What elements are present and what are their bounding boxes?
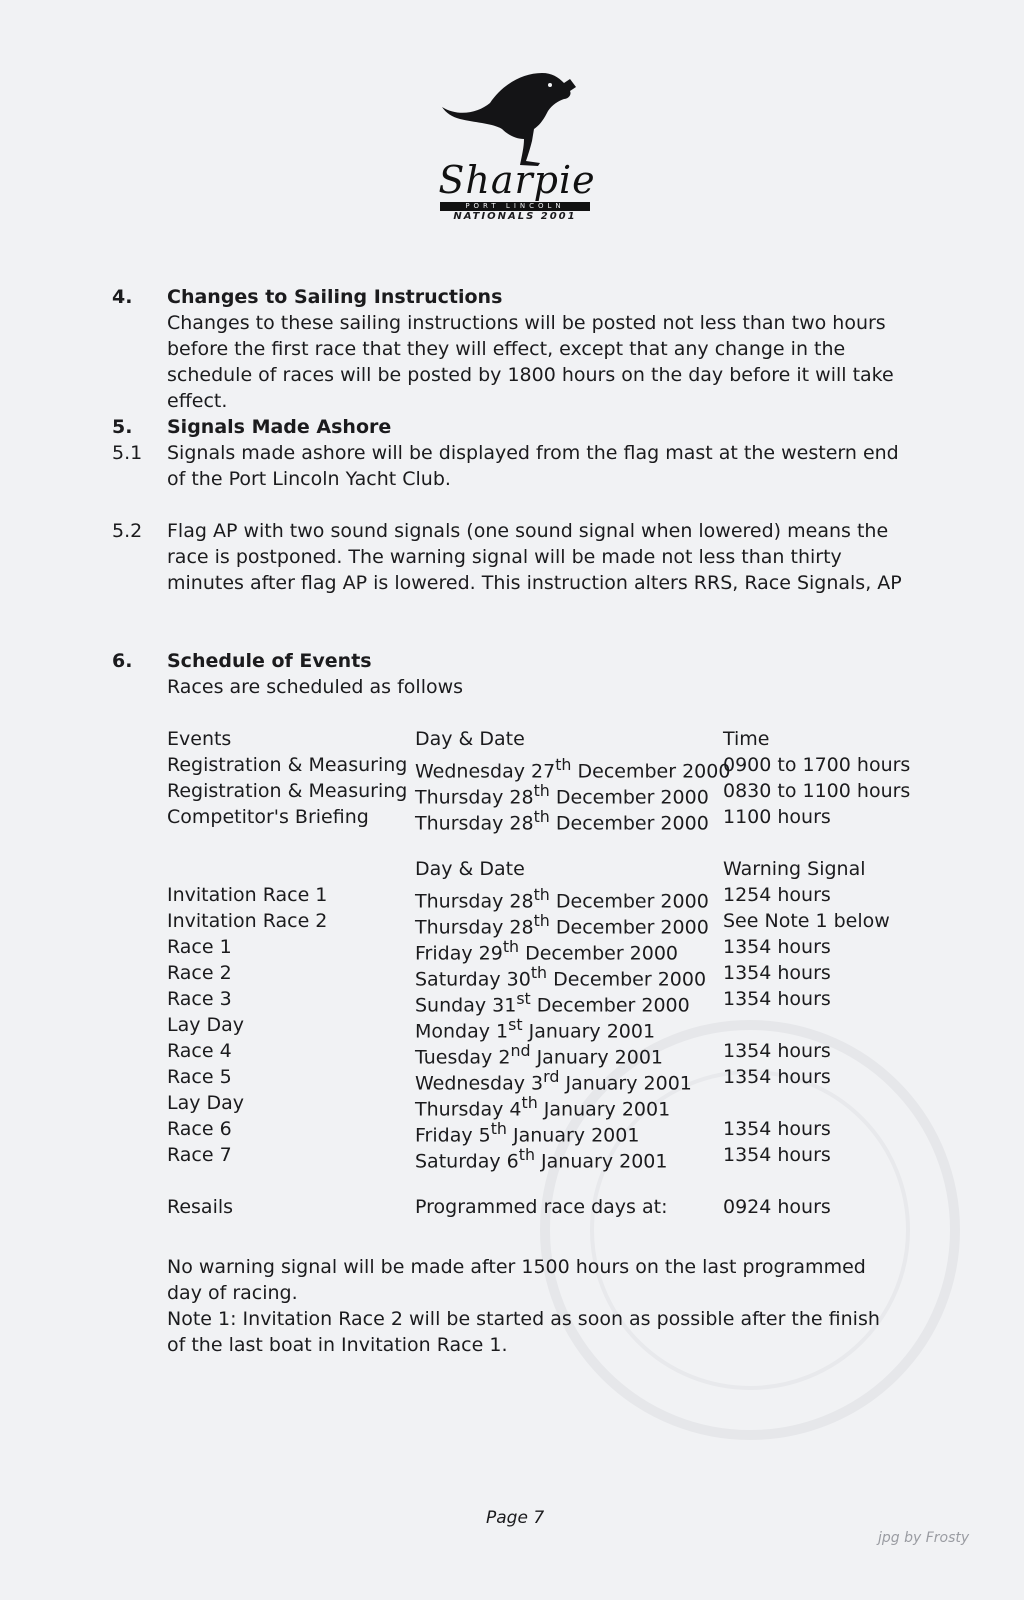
clause-5-2 [112,518,922,596]
section-heading: Changes to Sailing Instructions [167,286,503,308]
section-heading: Signals Made Ashore [167,416,392,438]
time-cell: 1354 hours [723,1118,831,1140]
time-cell: 1354 hours [723,1040,831,1062]
logo-location-band: PORT LINCOLN [440,202,590,211]
event-cell: Race 7 [167,1144,232,1166]
section-number: 4. [112,286,133,308]
clause-5-1 [112,440,922,492]
clause-text: Flag AP with two sound signals (one sound signal when lowered) means the race is postponed. The warning signal will be made not less than thirty minutes after flag AP is lowered. This instruction alters RRS, Race Signals, AP [167,520,902,594]
event-cell: Registration & Measuring [167,780,408,802]
page-number: Page 7 [486,1508,545,1528]
event-cell: Race 2 [167,962,232,984]
event-cell: Competitor's Briefing [167,806,369,828]
clause-number: 5.1 [112,442,143,464]
event-cell: Registration & Measuring [167,754,408,776]
header-day-date: Day & Date [415,728,525,750]
date-cell: Saturday 6th January 2001 [415,1145,668,1173]
event-cell: Race 1 [167,936,232,958]
section-intro: Races are scheduled as follows [167,676,464,698]
time-cell: 0924 hours [723,1196,831,1218]
date-cell: Tuesday 2nd January 2001 [415,1041,663,1069]
section-number: 6. [112,650,133,672]
section-5 [112,414,922,440]
time-cell: 1354 hours [723,988,831,1010]
clause-number: 5.2 [112,520,143,542]
date-cell: Thursday 28th December 2000 [415,911,709,939]
section-paragraph: Changes to these sailing instructions will be posted not less than two hours before the first race that they will effect, except that any change in the schedule of races will be posted by 1800 hours on the day before it will take effect. [167,312,894,412]
event-cell: Lay Day [167,1014,245,1036]
date-cell: Wednesday 27th December 2000 [415,755,731,783]
date-cell: Thursday 28th December 2000 [415,781,709,809]
closing-paragraph: No warning signal will be made after 1500 hours on the last programmed day of racing. [167,1256,866,1304]
date-cell: Monday 1st January 2001 [415,1015,656,1043]
logo-nationals-text: NATIONALS 2001 [453,211,577,222]
date-cell: Programmed race days at: [415,1196,668,1218]
time-cell: 1254 hours [723,884,831,906]
section-heading: Schedule of Events [167,650,372,672]
header-time: Time [723,728,770,750]
date-cell: Thursday 28th December 2000 [415,885,709,913]
event-cell: Race 4 [167,1040,232,1062]
time-cell: See Note 1 below [723,910,890,932]
date-cell: Sunday 31st December 2000 [415,989,690,1017]
clause-text: Signals made ashore will be displayed from the flag mast at the western end of the Port Lincoln Yacht Club. [167,442,899,490]
scan-credit: jpg by Frosty [878,1530,970,1546]
date-cell: Wednesday 3rd January 2001 [415,1067,692,1095]
time-cell: 1100 hours [723,806,831,828]
date-cell: Thursday 28th December 2000 [415,807,709,835]
date-cell: Friday 29th December 2000 [415,937,679,965]
time-cell: 1354 hours [723,1144,831,1166]
date-cell: Thursday 4th January 2001 [415,1093,671,1121]
header-events: Events [167,728,232,750]
time-cell: 1354 hours [723,936,831,958]
time-cell: 1354 hours [723,1066,831,1088]
time-cell: 0900 to 1700 hours [723,754,911,776]
date-cell: Friday 5th January 2001 [415,1119,640,1147]
event-cell: Invitation Race 2 [167,910,328,932]
section-number: 5. [112,416,133,438]
event-cell: Invitation Race 1 [167,884,328,906]
time-cell: 1354 hours [723,962,831,984]
event-cell: Race 3 [167,988,232,1010]
header-warning-signal: Warning Signal [723,858,866,880]
date-cell: Saturday 30th December 2000 [415,963,707,991]
time-cell: 0830 to 1100 hours [723,780,911,802]
header-day-date: Day & Date [415,858,525,880]
event-cell: Race 5 [167,1066,232,1088]
event-cell: Race 6 [167,1118,232,1140]
section-6 [112,648,922,700]
logo-wordmark: Sharpie [438,158,596,202]
section-4 [112,284,922,414]
note-paragraph: Note 1: Invitation Race 2 will be started as soon as possible after the finish of the last boat in Invitation Race 1. [167,1308,880,1356]
event-cell: Resails [167,1196,234,1218]
event-cell: Lay Day [167,1092,245,1114]
